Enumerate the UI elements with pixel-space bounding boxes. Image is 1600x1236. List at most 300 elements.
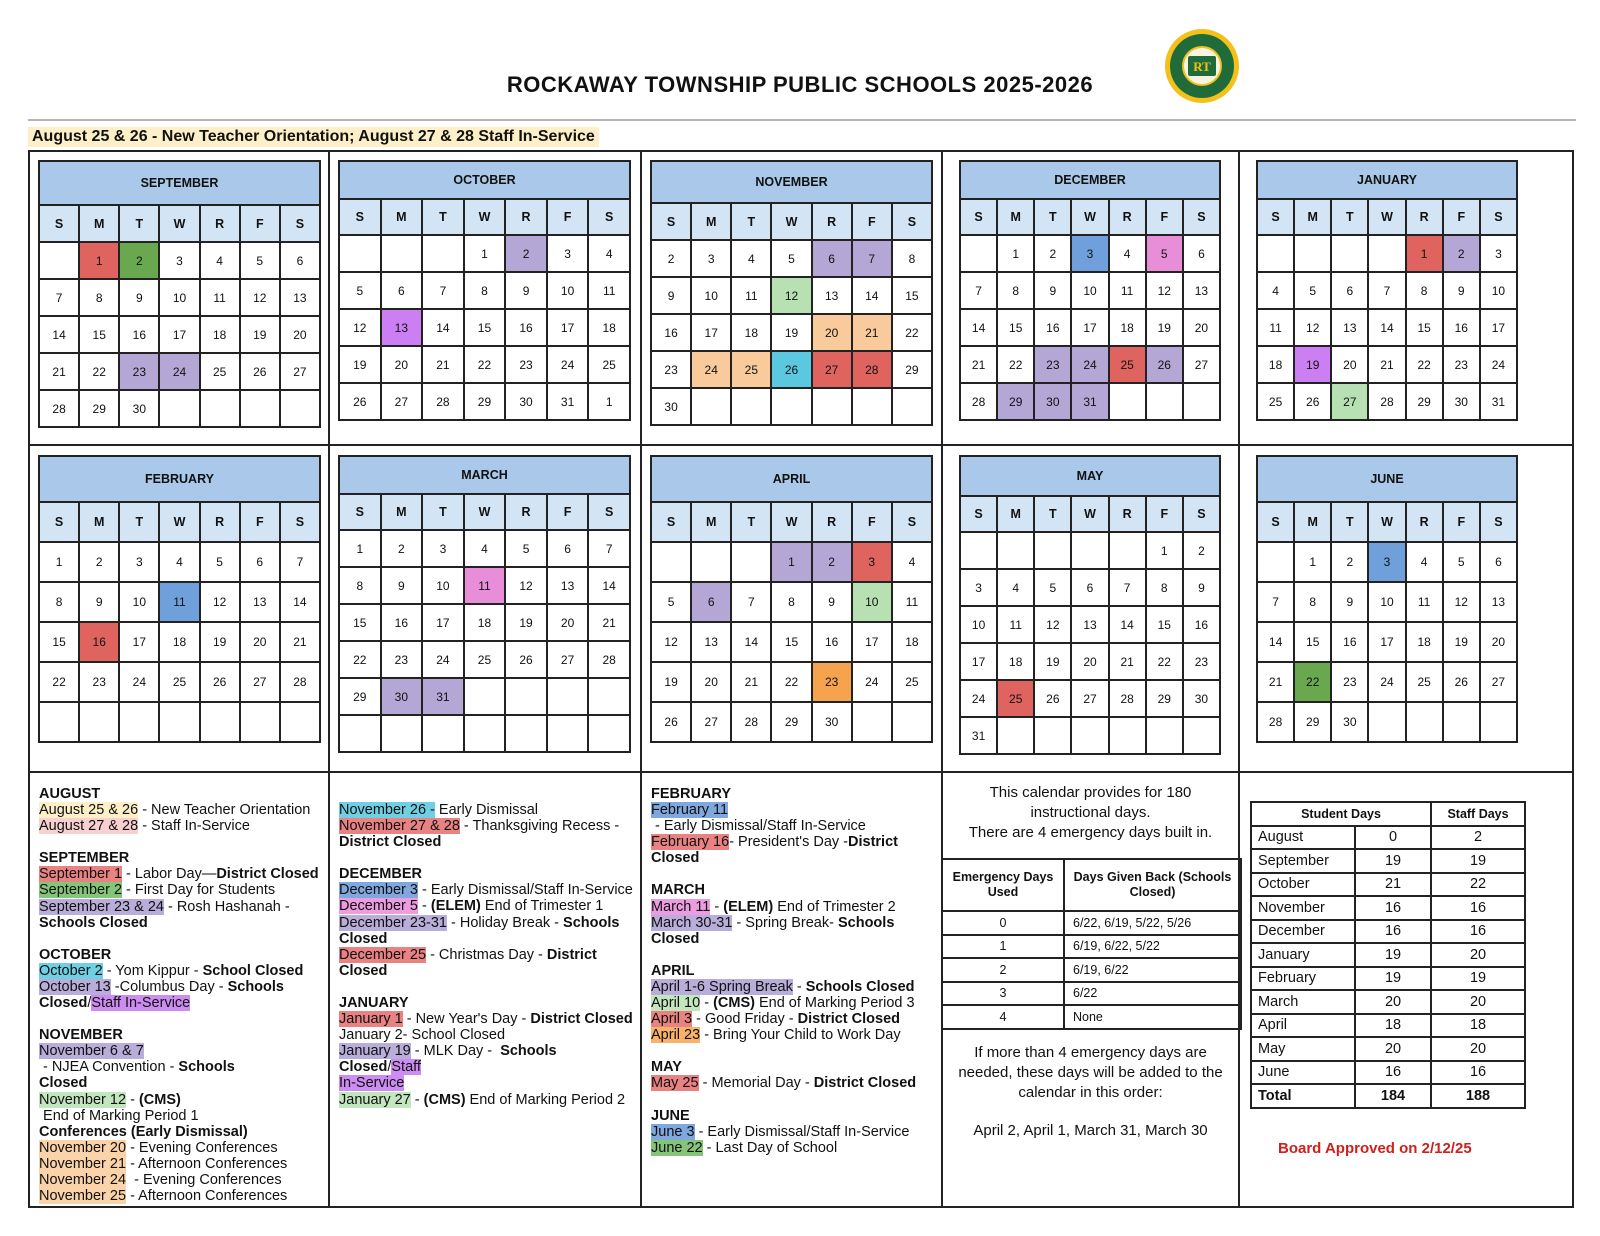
day-cell: 4 [159, 542, 199, 582]
days-month: April [1251, 1014, 1355, 1038]
day-cell: 27 [1183, 346, 1220, 383]
staff-days: 19 [1431, 849, 1525, 873]
weekday-header: T [422, 494, 464, 530]
legend-text: - Bring Your Child to Work Day [700, 1027, 901, 1044]
weekday-header: S [1183, 199, 1220, 235]
day-cell: 23 [381, 641, 423, 678]
weekday-header: R [1406, 199, 1443, 235]
day-cell: 26 [1443, 662, 1480, 702]
emergency-header: Emergency Days Used [942, 859, 1064, 911]
days-header: Student Days [1251, 802, 1431, 826]
day-cell: 18 [200, 316, 240, 353]
empty-cell [588, 678, 630, 715]
weekday-header: W [1368, 199, 1405, 235]
day-cell: 25 [892, 662, 932, 702]
weekday-header: S [588, 494, 630, 530]
day-cell: 15 [79, 316, 119, 353]
student-days: 21 [1355, 873, 1431, 897]
day-cell: 23 [1331, 662, 1368, 702]
day-cell: 31 [1071, 383, 1108, 420]
day-cell: 28 [960, 383, 997, 420]
legend-text: - [417, 898, 431, 915]
day-cell: 7 [1368, 272, 1405, 309]
day-cell: 26 [651, 702, 691, 742]
day-cell: 29 [339, 678, 381, 715]
day-cell: 15 [39, 622, 79, 662]
legend-month: OCTOBER [39, 946, 112, 963]
legend-bold: Schools [563, 914, 620, 931]
weekday-header: R [812, 203, 852, 240]
empty-cell [1368, 235, 1405, 272]
day-cell: 25 [588, 346, 630, 383]
weekday-header: S [39, 205, 79, 242]
day-cell: 11 [464, 567, 506, 604]
weekday-header: F [547, 199, 589, 235]
legend-entry [39, 802, 323, 818]
legend-highlight: November 6 & 7 [39, 1043, 144, 1060]
empty-cell [39, 702, 79, 742]
day-cell: 24 [1480, 346, 1517, 383]
day-cell: 21 [731, 662, 771, 702]
day-cell: 10 [852, 582, 892, 622]
legend-text: Early Dismissal [434, 802, 539, 818]
day-cell: 14 [852, 277, 892, 314]
day-cell: 23 [651, 351, 691, 388]
day-cell: 25 [159, 662, 199, 702]
legend-entry [39, 1075, 323, 1091]
legend-text: - Early Dismissal/Staff In-Service [694, 1123, 910, 1140]
empty-cell [381, 235, 423, 272]
legend-bold: Conferences (Early Dismissal) [39, 1123, 248, 1140]
day-cell: 31 [1480, 383, 1517, 420]
weekday-header: F [1443, 199, 1480, 235]
legend-entry [651, 899, 937, 915]
day-cell: 22 [339, 641, 381, 678]
empty-cell [381, 715, 423, 752]
day-cell: 24 [119, 662, 159, 702]
day-cell: 3 [159, 242, 199, 279]
legend-bold: Schools Closed [651, 914, 895, 947]
day-cell: 17 [119, 622, 159, 662]
day-cell: 8 [79, 279, 119, 316]
legend-highlight: June 22 [651, 1139, 703, 1156]
legend-entry [339, 1043, 635, 1075]
day-cell: 13 [547, 567, 589, 604]
day-cell: 21 [1257, 662, 1294, 702]
day-cell: 30 [1443, 383, 1480, 420]
legend-text: - Memorial Day - [698, 1075, 814, 1092]
days-month: June [1251, 1061, 1355, 1085]
staff-days: 20 [1431, 1037, 1525, 1061]
legend-highlight: April 10 [651, 995, 701, 1012]
legend-text: End of Marking Period 3 [754, 995, 915, 1012]
day-cell: 1 [771, 542, 811, 582]
empty-cell [1257, 542, 1294, 582]
legend-entry [39, 1124, 323, 1140]
empty-cell [200, 702, 240, 742]
empty-cell [505, 715, 547, 752]
legend-text: - [700, 995, 714, 1012]
day-cell: 19 [771, 314, 811, 351]
weekday-header: T [1034, 496, 1071, 532]
day-cell: 18 [892, 622, 932, 662]
weekday-header: S [280, 205, 320, 242]
days-total-row [1251, 1084, 1525, 1108]
day-cell: 26 [505, 641, 547, 678]
day-cell: 2 [505, 235, 547, 272]
legend-highlight: May 25 [651, 1075, 699, 1092]
day-cell: 3 [960, 569, 997, 606]
legend-highlight: February 16 [651, 834, 730, 851]
logo-text: RT [1193, 59, 1211, 74]
days-given-back: 6/22, 6/19, 5/22, 5/26 [1064, 911, 1241, 935]
legend-month: JUNE [651, 1107, 690, 1124]
day-cell: 13 [1331, 309, 1368, 346]
weekday-header: S [1257, 199, 1294, 235]
legend-text: - [126, 1091, 139, 1108]
day-cell: 23 [1183, 643, 1220, 680]
weekday-header: W [1071, 496, 1108, 532]
day-cell: 28 [731, 702, 771, 742]
legend-text: - [792, 978, 806, 995]
day-cell: 14 [588, 567, 630, 604]
day-cell: 26 [240, 353, 280, 390]
legend-column-2 [339, 786, 635, 1108]
legend-highlight: November 24 [39, 1171, 127, 1188]
day-cell: 21 [1368, 346, 1405, 383]
divider [1238, 150, 1240, 1208]
day-cell: 20 [240, 622, 280, 662]
empty-cell [1368, 702, 1405, 742]
empty-cell [1109, 532, 1146, 569]
day-cell: 9 [119, 279, 159, 316]
legend-entry [339, 1011, 635, 1027]
legend-text: - [710, 898, 724, 915]
day-cell: 20 [547, 604, 589, 641]
day-cell: 12 [651, 622, 691, 662]
day-cell: 7 [852, 240, 892, 277]
weekday-header: M [1294, 502, 1331, 542]
day-cell: 25 [731, 351, 771, 388]
day-cell: 20 [1183, 309, 1220, 346]
legend-highlight: November 27 & 28 [339, 818, 460, 835]
empty-cell [691, 388, 731, 425]
weekday-header: M [1294, 199, 1331, 235]
day-cell: 29 [79, 390, 119, 427]
weekday-header: T [731, 502, 771, 542]
day-cell: 2 [812, 542, 852, 582]
day-cell: 31 [422, 678, 464, 715]
calendar-november [650, 160, 933, 426]
days-row [1251, 1037, 1525, 1061]
legend-entry [651, 1075, 937, 1091]
day-cell: 25 [1257, 383, 1294, 420]
day-cell: 11 [588, 272, 630, 309]
weekday-header: R [1109, 496, 1146, 532]
day-cell: 21 [588, 604, 630, 641]
day-cell: 28 [1368, 383, 1405, 420]
day-cell: 26 [1146, 346, 1183, 383]
legend-bold: (CMS) [138, 1091, 181, 1108]
empty-cell [731, 542, 771, 582]
calendar-february [38, 455, 321, 743]
day-cell: 9 [381, 567, 423, 604]
weekday-header: T [1331, 502, 1368, 542]
day-cell: 10 [422, 567, 464, 604]
day-cell: 28 [39, 390, 79, 427]
day-cell: 22 [1294, 662, 1331, 702]
legend-entry [39, 818, 323, 834]
empty-cell [339, 715, 381, 752]
day-cell: 30 [812, 702, 852, 742]
day-cell: 2 [1443, 235, 1480, 272]
legend-bold: (ELEM) [430, 898, 481, 915]
day-cell: 19 [1443, 622, 1480, 662]
student-days: 16 [1355, 920, 1431, 944]
legend-text: - Early Dismissal/Staff In-Service [651, 818, 866, 835]
board-approval: Board Approved on 2/12/25 [1278, 1140, 1472, 1157]
legend-text: - Evening Conferences [126, 1139, 278, 1156]
day-cell: 11 [1109, 272, 1146, 309]
days-row [1251, 873, 1525, 897]
day-cell: 1 [1294, 542, 1331, 582]
day-cell: 24 [691, 351, 731, 388]
day-cell: 2 [79, 542, 119, 582]
day-cell: 3 [1071, 235, 1108, 272]
day-cell: 24 [422, 641, 464, 678]
legend-text: - Christmas Day - [426, 946, 547, 963]
legend-entry [651, 915, 937, 947]
empty-cell [892, 702, 932, 742]
days-given-back: 6/19, 6/22, 5/22 [1064, 935, 1241, 959]
empty-cell [651, 542, 691, 582]
empty-cell [960, 235, 997, 272]
legend-highlight: Staff [391, 1059, 421, 1076]
empty-cell [1257, 235, 1294, 272]
legend-highlight: August 27 & 28 [39, 818, 139, 835]
day-cell: 25 [1406, 662, 1443, 702]
day-cell: 12 [339, 309, 381, 346]
student-days: 19 [1355, 967, 1431, 991]
day-cell: 16 [381, 604, 423, 641]
weekday-header: S [339, 494, 381, 530]
empty-cell [280, 390, 320, 427]
student-days: 0 [1355, 826, 1431, 850]
day-cell: 16 [812, 622, 852, 662]
empty-cell [997, 532, 1034, 569]
weekday-header: S [588, 199, 630, 235]
day-cell: 26 [1294, 383, 1331, 420]
empty-cell [159, 702, 199, 742]
days-row [1251, 1061, 1525, 1085]
day-cell: 30 [1034, 383, 1071, 420]
legend-month: AUGUST [39, 786, 101, 802]
legend-bold: District Closed [339, 946, 597, 979]
emergency-row [942, 958, 1241, 982]
month-title: MAY [960, 456, 1220, 496]
days-summary-table [1250, 801, 1526, 1109]
legend-entry [39, 979, 323, 995]
legend-month: DECEMBER [339, 866, 422, 883]
days-month: Total [1251, 1084, 1355, 1108]
legend-text: - Labor Day— [122, 866, 217, 883]
weekday-header: W [1071, 199, 1108, 235]
day-cell: 10 [1368, 582, 1405, 622]
weekday-header: S [280, 502, 320, 542]
day-cell: 20 [1480, 622, 1517, 662]
staff-days: 16 [1431, 920, 1525, 944]
day-cell: 25 [200, 353, 240, 390]
day-cell: 10 [119, 582, 159, 622]
weekday-header: T [422, 199, 464, 235]
day-cell: 27 [280, 353, 320, 390]
day-cell: 30 [1183, 680, 1220, 717]
day-cell: 18 [588, 309, 630, 346]
day-cell: 5 [1146, 235, 1183, 272]
day-cell: 8 [339, 567, 381, 604]
emergency-count: 2 [942, 958, 1064, 982]
weekday-header: F [1146, 199, 1183, 235]
day-cell: 5 [651, 582, 691, 622]
legend-text: - [410, 1091, 424, 1108]
day-cell: 29 [997, 383, 1034, 420]
legend-bold: Closed [39, 995, 88, 1012]
day-cell: 29 [892, 351, 932, 388]
empty-cell [1480, 702, 1517, 742]
day-cell: 13 [381, 309, 423, 346]
day-cell: 14 [422, 309, 464, 346]
day-cell: 13 [691, 622, 731, 662]
day-cell: 2 [1331, 542, 1368, 582]
day-cell: 9 [79, 582, 119, 622]
day-cell: 15 [1294, 622, 1331, 662]
weekday-header: S [39, 502, 79, 542]
day-cell: 2 [1183, 532, 1220, 569]
day-cell: 23 [119, 353, 159, 390]
legend-text: - Evening Conferences [126, 1171, 282, 1188]
legend-highlight: April 1-6 Spring Break [651, 978, 793, 995]
day-cell: 30 [381, 678, 423, 715]
empty-cell [547, 715, 589, 752]
day-cell: 1 [1406, 235, 1443, 272]
day-cell: 5 [1294, 272, 1331, 309]
weekday-header: M [997, 199, 1034, 235]
legend-entry [339, 882, 635, 898]
legend-highlight: June 3 [651, 1123, 695, 1140]
day-cell: 18 [1109, 309, 1146, 346]
weekday-header: M [997, 496, 1034, 532]
day-cell: 12 [240, 279, 280, 316]
day-cell: 15 [1406, 309, 1443, 346]
weekday-header: W [464, 199, 506, 235]
legend-entry [339, 1092, 635, 1108]
day-cell: 27 [691, 702, 731, 742]
legend-highlight: August 25 & 26 [39, 802, 139, 819]
day-cell: 9 [505, 272, 547, 309]
weekday-header: M [79, 205, 119, 242]
legend-bold: Schools Closed [339, 1043, 557, 1076]
weekday-header: M [79, 502, 119, 542]
legend-entry [339, 931, 635, 947]
day-cell: 2 [651, 240, 691, 277]
day-cell: 3 [422, 530, 464, 567]
legend-text: - Rosh Hashanah - [163, 898, 290, 915]
day-cell: 4 [892, 542, 932, 582]
day-cell: 14 [280, 582, 320, 622]
day-cell: 15 [771, 622, 811, 662]
weekday-header: R [505, 199, 547, 235]
legend-entry [651, 1140, 937, 1156]
day-cell: 9 [812, 582, 852, 622]
day-cell: 21 [960, 346, 997, 383]
empty-cell [731, 388, 771, 425]
student-days: 16 [1355, 1061, 1431, 1085]
day-cell: 19 [505, 604, 547, 641]
day-cell: 10 [1071, 272, 1108, 309]
empty-cell [1109, 383, 1146, 420]
empty-cell [1034, 532, 1071, 569]
weekday-header: W [159, 205, 199, 242]
legend-month: MAY [651, 1059, 682, 1076]
legend-highlight: January 1 [339, 1011, 403, 1028]
weekday-header: W [1368, 502, 1405, 542]
emergency-count: 3 [942, 982, 1064, 1006]
day-cell: 13 [240, 582, 280, 622]
empty-cell [200, 390, 240, 427]
weekday-header: F [852, 203, 892, 240]
day-cell: 19 [240, 316, 280, 353]
legend-bold: Schools [178, 1059, 235, 1076]
legend-bold: Closed [339, 930, 388, 947]
day-cell: 7 [960, 272, 997, 309]
day-cell: 12 [1034, 606, 1071, 643]
day-cell: 28 [852, 351, 892, 388]
legend-text: End of Trimester 1 [480, 898, 604, 915]
empty-cell [422, 235, 464, 272]
legend-entry [651, 1011, 937, 1027]
day-cell: 10 [1480, 272, 1517, 309]
emergency-row [942, 935, 1241, 959]
legend-text: - First Day for Students [122, 882, 276, 899]
legend-text: January 2- School Closed [339, 1027, 506, 1044]
day-cell: 3 [691, 240, 731, 277]
legend-text: End of Trimester 2 [773, 898, 896, 915]
legend-text: - Early Dismissal/Staff In-Service [417, 882, 633, 899]
month-title: FEBRUARY [39, 456, 320, 502]
day-cell: 7 [1109, 569, 1146, 606]
day-cell: 16 [505, 309, 547, 346]
day-cell: 10 [159, 279, 199, 316]
calendar-january [1256, 160, 1518, 421]
days-month: March [1251, 990, 1355, 1014]
empty-cell [997, 717, 1034, 754]
legend-text: - Yom Kippur - [102, 962, 203, 979]
calendar-march [338, 455, 631, 753]
legend-highlight: April 23 [651, 1027, 701, 1044]
day-cell: 8 [464, 272, 506, 309]
day-cell: 24 [547, 346, 589, 383]
weekday-header: S [1183, 496, 1220, 532]
day-cell: 6 [812, 240, 852, 277]
legend-entry [39, 1092, 323, 1124]
day-cell: 12 [505, 567, 547, 604]
staff-days: 22 [1431, 873, 1525, 897]
days-row [1251, 826, 1525, 850]
day-cell: 11 [1406, 582, 1443, 622]
legend-entry [39, 1172, 323, 1188]
empty-cell [464, 715, 506, 752]
calendar-september [38, 160, 321, 428]
